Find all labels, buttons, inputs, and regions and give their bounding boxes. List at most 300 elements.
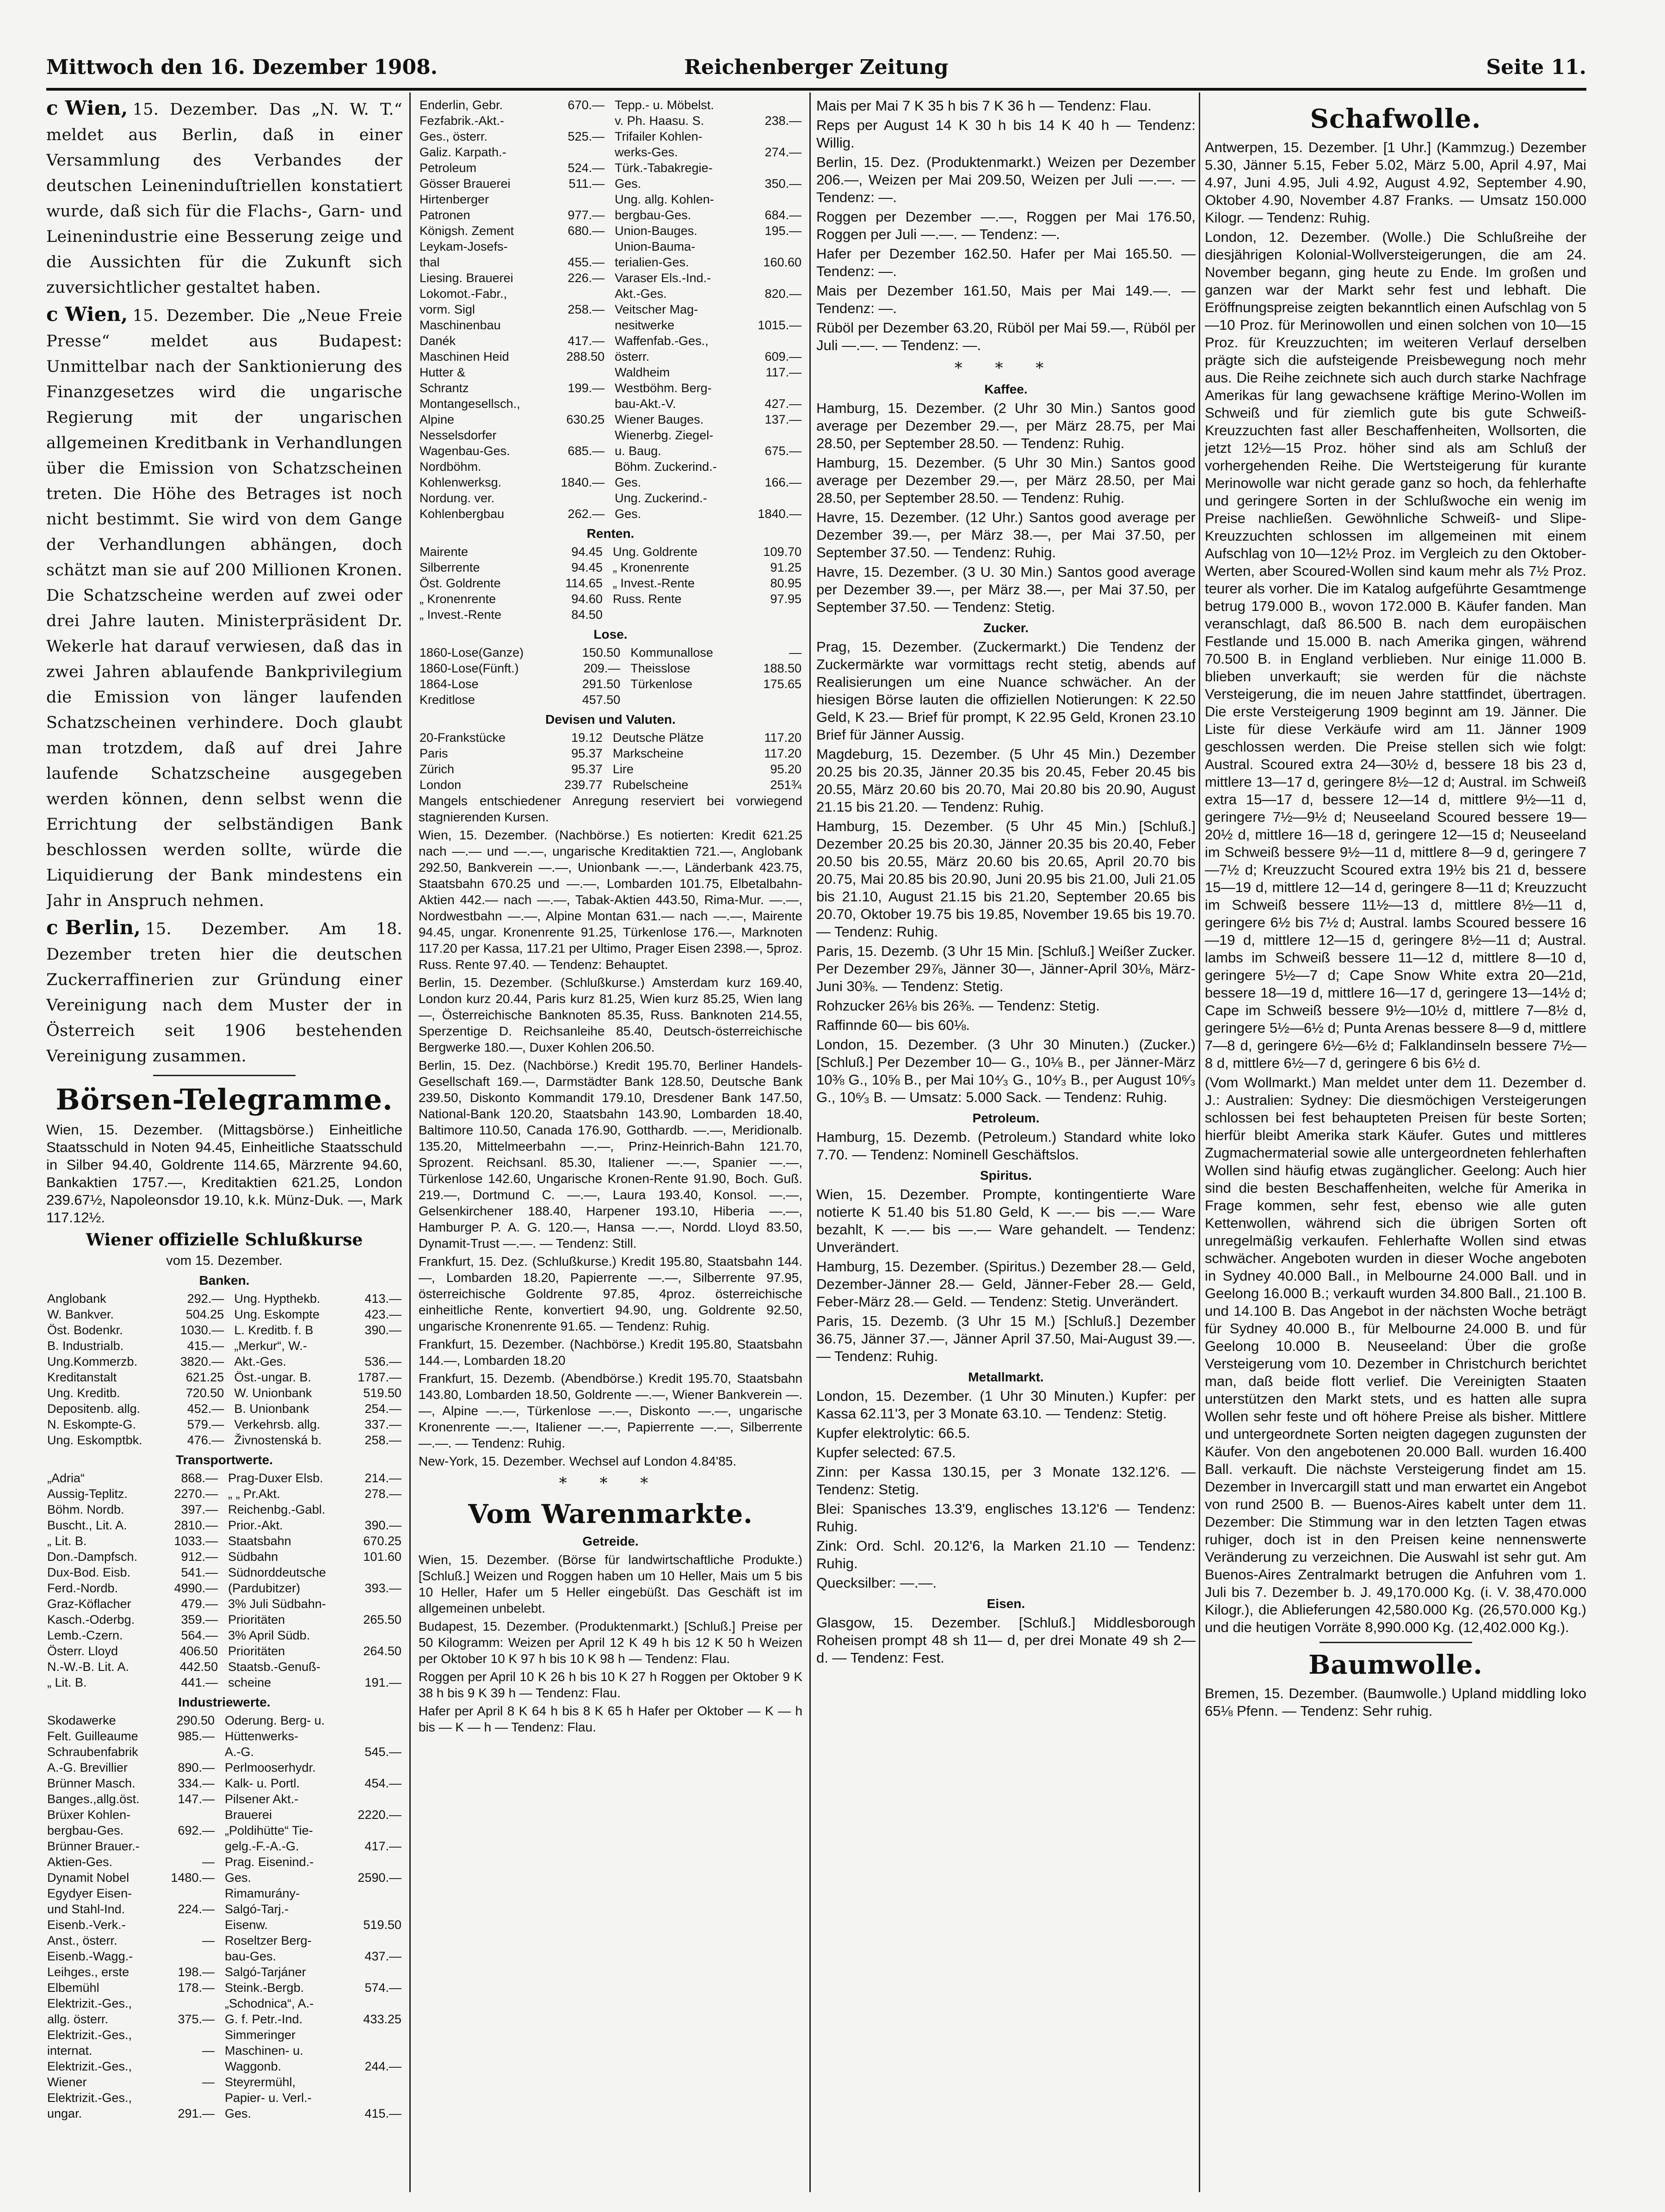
quote-name: Südnorddeutsche xyxy=(228,1565,326,1579)
quote-value xyxy=(745,490,802,506)
quote-value xyxy=(160,1996,216,2011)
quote-name: Lokomot.-Fabr., xyxy=(419,287,507,301)
quote-value xyxy=(745,380,802,396)
quote-value xyxy=(548,427,605,443)
column-gap xyxy=(604,730,612,746)
quote-value: 670.25 xyxy=(363,1534,401,1548)
market-report: Hamburg, 15. Dezemb. (Petroleum.) Standard white loko 7.70. — Tendenz: Nominell Geschäftslos. xyxy=(816,1129,1196,1163)
quote-row xyxy=(46,1549,402,1565)
quote-value: 224.— xyxy=(178,1902,215,1916)
quote-value: 264.50 xyxy=(363,1644,401,1658)
baumwolle-reports xyxy=(1205,1685,1586,1720)
quote-value xyxy=(745,302,802,317)
metall-reports xyxy=(816,1387,1196,1592)
quote-name: (Pardubitzer) xyxy=(228,1581,301,1595)
quote-value: 292.— xyxy=(187,1292,224,1306)
market-report: Quecksilber: —.—. xyxy=(816,1575,937,1591)
quote-name: Verkehrsb. allg. xyxy=(234,1417,321,1431)
quote-name: Markscheine xyxy=(612,746,684,760)
quote-value: 455.— xyxy=(567,255,605,269)
quote-row xyxy=(46,2027,402,2043)
column-divider xyxy=(1199,92,1200,2192)
quote-value: 433.25 xyxy=(363,2012,401,2026)
column-gap xyxy=(605,349,614,364)
market-report: Paris, 15. Dezemb. (3 Uhr 15 Min. [Schluß.] Weißer Zucker. Per Dezember 29⅞, Jänner 30—, Jänner-April 30⅛, März-Juni 30⅜. — Tendenz: Stetig. xyxy=(816,943,1196,994)
quote-value: 117.20 xyxy=(764,731,802,745)
quote-value xyxy=(160,2058,216,2074)
quote-value: 393.— xyxy=(364,1581,401,1595)
column-gap xyxy=(216,1791,224,1807)
quote-name: Böhm. Nordb. xyxy=(47,1503,124,1516)
column-gap xyxy=(219,1580,227,1596)
quote-value xyxy=(347,1823,402,1838)
quote-row xyxy=(419,746,802,761)
quote-name: nesitwerke xyxy=(615,318,675,332)
column-gap xyxy=(216,1964,224,1980)
kaffee-reports xyxy=(816,400,1196,616)
telegram-heading: Börsen-Telegramme. xyxy=(56,1083,393,1116)
quote-name: Alpine xyxy=(419,413,455,426)
quote-name: Brünner Masch. xyxy=(47,1776,136,1790)
quote-name: Ges. xyxy=(225,2107,252,2120)
quote-name: Ung. allg. Kohlen- xyxy=(615,192,714,206)
quote-row xyxy=(46,1322,402,1338)
quote-value: 226.— xyxy=(567,271,605,285)
quote-value: 278.— xyxy=(364,1487,401,1501)
quote-name: Perlmooserhydr. xyxy=(225,1761,316,1775)
quote-value: 868.— xyxy=(181,1471,218,1485)
quote-row xyxy=(46,1432,402,1448)
transport-table xyxy=(46,1470,402,1690)
quote-value: 209.— xyxy=(583,661,621,675)
column-gap xyxy=(216,1996,224,2011)
produkten-reports xyxy=(816,97,1196,354)
quote-name: Nesselsdorfer xyxy=(419,428,497,442)
quote-value xyxy=(347,2090,402,2106)
quote-row xyxy=(46,1643,402,1659)
quote-row xyxy=(46,1728,402,1744)
market-report: Rohzucker 26⅛ bis 26⅜. — Tendenz: Stetig. xyxy=(816,998,1100,1014)
quote-name: G. f. Petr.-Ind. xyxy=(225,2012,303,2026)
quote-name: Gösser Brauerei xyxy=(419,177,511,191)
quote-name: Prag-Duxer Elsb. xyxy=(228,1471,323,1485)
quote-value: 97.95 xyxy=(770,592,802,606)
quote-value xyxy=(160,2027,216,2043)
quote-row xyxy=(419,254,802,270)
quote-row xyxy=(419,676,802,692)
quote-name: allg. österr. xyxy=(47,2012,109,2026)
quote-name: terialien-Ges. xyxy=(615,255,689,269)
quote-row xyxy=(46,2058,402,2074)
quote-name: Dux-Bod. Eisb. xyxy=(47,1565,131,1579)
schluss-heading: Wiener offizielle Schlußkurse xyxy=(86,1230,363,1250)
news-text: 15. Dezember. Am 18. Dezember treten hier die deutschen Zuckerraffinerien zur Gründung einer Vereinigung nach dem Muster der in Österreich seit 1906 bestehenden Vereinigung zusammen. xyxy=(46,920,402,1066)
market-report: Wien, 15. Dezember. Prompte, kontingentierte Ware notierte K 51.40 bis 51.80 Geld, K —.— bis —.— Ware bezahlt, K —.— bis —.— Ware gehandelt. — Tendenz: Unverändert. xyxy=(816,1186,1196,1255)
market-report: Zinn: per Kassa 130.15, per 3 Monate 132.12'6. — Tendenz: Stetig. xyxy=(816,1464,1196,1497)
quote-row xyxy=(419,129,802,144)
quote-name: L. Kreditb. f. B xyxy=(234,1323,314,1337)
column-gap xyxy=(605,333,614,349)
lose-heading: Lose. xyxy=(593,627,628,641)
quote-value: 117.20 xyxy=(764,746,802,760)
quote-value: 265.50 xyxy=(363,1613,401,1627)
quote-name: Brauerei xyxy=(225,1808,272,1822)
news-dateline: c Wien, xyxy=(46,303,128,326)
quote-name: Türk.-Tabakregie- xyxy=(615,161,713,175)
quote-name: Theisslose xyxy=(630,661,691,675)
column-gap xyxy=(604,607,612,622)
quote-name: Prag. Eisenind.- xyxy=(225,1855,314,1869)
quote-value: 720.50 xyxy=(185,1386,224,1400)
quote-name: Rimamurány- xyxy=(225,1886,300,1900)
market-report: Magdeburg, 15. Dezember. (5 Uhr 45 Min.) Dezember 20.25 bis 20.35, Jänner 20.35 bis 20.45, Feber 20.45 bis 20.55, März 20.60 bis 20.70, Mai 20.80 bis 20.90, August 21.15 bis 21.20. — Tendenz: Ruhig. xyxy=(816,746,1196,815)
column-gap xyxy=(605,396,614,412)
quote-row xyxy=(46,1338,402,1354)
market-report: Havre, 15. Dezember. (3 U. 30 Min.) Santos good average per Dezember 39.—, per März 38.—, per Mai 37.50, per September 37.50. — Tendenz: Stetig. xyxy=(816,564,1196,615)
quote-row xyxy=(419,333,802,349)
column-gap xyxy=(219,1627,227,1643)
quote-name: „ Lit. B. xyxy=(47,1534,87,1548)
quote-row xyxy=(46,1791,402,1807)
quote-row xyxy=(419,302,802,317)
column-gap xyxy=(216,2011,224,2027)
quote-row xyxy=(46,1596,402,1612)
quote-name: ungar. xyxy=(47,2107,82,2120)
quote-value xyxy=(345,1338,402,1354)
quote-value: 479.— xyxy=(181,1597,218,1611)
market-report: Prag, 15. Dezember. (Zuckermarkt.) Die Tendenz der Zuckermärkte war vormittags recht stetig, abends auf Realisierungen um eine Nuance schwächer. An der hiesigen Börse lauten die offiziellen Notierungen: K 22.50 Geld, K 23.— Brief für prompt, K 22.95 Geld, Kronen 23.10 Brief für Jänner Aussig. xyxy=(816,639,1196,743)
quote-row xyxy=(46,1775,402,1791)
column-gap xyxy=(604,575,612,591)
market-report: Havre, 15. Dezember. (12 Uhr.) Santos good average per Dezember 39.—, per März 38.—, per Mai 37.50, per September 37.50. — Tendenz: Ruhig. xyxy=(816,509,1196,561)
quote-name: Ung.Kommerzb. xyxy=(47,1355,138,1368)
column-gap xyxy=(219,1659,227,1675)
quote-value: 417.— xyxy=(567,334,605,348)
quote-name: Montangesellsch., xyxy=(419,397,520,411)
column-gap xyxy=(216,2027,224,2043)
quote-name: Lemb.-Czern. xyxy=(47,1628,123,1642)
column-gap xyxy=(225,1306,233,1322)
quote-value: 94.45 xyxy=(571,561,603,574)
banken-heading: Banken. xyxy=(199,1273,250,1288)
quote-name: 3% April Südb. xyxy=(228,1628,310,1642)
column-gap xyxy=(605,176,614,191)
column-gap xyxy=(225,1322,233,1338)
quote-name: Ung. Zuckerind.- xyxy=(615,491,707,505)
quote-row xyxy=(419,380,802,396)
quote-name: „Poldihütte“ Tie- xyxy=(225,1824,313,1837)
column-gap xyxy=(604,746,612,761)
column-gap xyxy=(216,1823,224,1838)
quote-value: 198.— xyxy=(178,1965,215,1979)
quote-value: 427.— xyxy=(765,397,802,411)
quote-name: Reichenbg.-Gabl. xyxy=(228,1503,326,1516)
quote-name: 3% Juli Südbahn- xyxy=(228,1597,326,1611)
quote-name: Staatsb.-Genuß- xyxy=(228,1660,321,1674)
quote-value: 359.— xyxy=(181,1613,218,1627)
column-gap xyxy=(219,1502,227,1517)
market-report: Rüböl per Dezember 63.20, Rüböl per Mai 59.—, Rüböl per Juli —.—. — Tendenz: —. xyxy=(816,320,1196,353)
quote-value xyxy=(548,113,605,129)
section-rule xyxy=(1320,1642,1472,1643)
quote-row xyxy=(419,506,802,522)
quote-row xyxy=(46,1933,402,1948)
column-gap xyxy=(225,1291,233,1306)
quote-row xyxy=(419,427,802,443)
quote-value xyxy=(548,286,605,302)
column-gap xyxy=(225,1354,233,1369)
quote-name: 1860-Lose(Ganze) xyxy=(419,646,524,659)
quote-row xyxy=(46,1291,402,1306)
quote-row xyxy=(46,1885,402,1901)
quote-value xyxy=(745,333,802,349)
quote-name: Königsh. Zement xyxy=(419,224,514,238)
column-gap xyxy=(216,1775,224,1791)
quote-row xyxy=(46,1470,402,1486)
quote-name: Salgó-Tarjáner xyxy=(225,1965,306,1979)
column-gap xyxy=(605,207,614,223)
quote-name: u. Baug. xyxy=(615,444,661,458)
column-gap xyxy=(621,676,629,692)
quote-row xyxy=(46,1713,402,1728)
quote-name: bau-Ges. xyxy=(225,1949,277,1963)
quote-name: „ Lit. B. xyxy=(47,1676,87,1689)
quote-value: 1033.— xyxy=(174,1534,218,1548)
column-gap xyxy=(605,97,614,113)
quote-value: 390.— xyxy=(364,1518,401,1532)
market-report: London, 12. Dezember. (Wolle.) Die Schlußreihe der diesjährigen Kolonial-Wollversteigerungen, die am 24. November begann, ging heute zu Ende. Im großen und ganzen war der Markt sehr fest und lebhaft. Die Eröffnungspreise zeigten bekanntlich einen Aufschlag von 5—10 Proz. für Merinowollen und einen solchen von 10—15 Proz. für Kreuzzuchten; im weiteren Verlauf derselben prägte sich die aufsteigende Preisbewegung noch mehr aus. Die Reihe zeichnete sich auch durch starke Nachfrage Amerikas für lang gewachsene kräftige Merino-Wollen im Schweiß und für ziemlich gute bis gute Schweiß-Kreuzzuchten fast aller Beschaffenheiten, Wollsorten, die jetzt 12½—15 Proz. höher sind als am Schluß der vorhergehenden Reihe. Die Wertsteigerung für kurante Merinowolle war nicht gerade ganz so hoch, da fehlerhafte und geringere Sorten in der Schlußwoche ein wenig im Preise nachließen. Gewöhnliche Schweiß- und Slipe-Kreuzzuchten schlossen im allgemeinen mit einem Aufschlag von 10—12½ Proz. im Vergleich zu den Oktober-Werten, aber Scoured-Wollen sind kaum mehr als 7½ Proz. teurer als vorher. Die im Katalog aufgeführte Gesamtmenge betrug 179.000 B., wovon 172.000 B. Käufer fanden. Man veranschlagt, daß 86.500 B. nach dem europäischen Festlande und 15.000 B. nach Amerika gingen, während 70.500 B. in England verblieben. Nur einige 11.000 B. blieben unverkauft; sie werden für die nächste Versteigerung, die im neuen Jahre stattfindet, übertragen. Die erste Versteigerung 1909 beginnt am 19. Jänner. Die Liste für diese Verkäufe wird am 11. Jänner 1909 geschlossen werden. Die Preise stellen sich wie folgt: Austral. Scoured extra 24—30½ d, bessere 18 bis 23 d, mittlere 13—17 d, geringere 8½—12 d; Austral. im Schweiß extra 15—17 d, bessere 12—14 d, mittlere 9½—11 d, geringere 7½—9½ d; Neuseeland Scoured bessere 19—20½ d, mittlere 16—18 d, geringere 12—15 d; Neuseeland im Schweiß bessere 9½—11 d, mittlere 8—9 d, geringere 7—7½ d; Kreuzzucht Scoured extra 19½ bis 21 d, bessere 15—19 d, mittlere 12—14 d, geringere 8—11 d; Kreuzzucht im Schweiß bessere 11½—13 d, mittlere 8½—11 d, geringere 6½ bis 7½ d; Austral. lambs Scoured bessere 16—19 d, mittlere 12—15 d, geringere 8½—11 d; Austral. lambs im Schweiß bessere 11—12 d, mittlere 8—10 d, geringere 5½—7 d; Cape Snow White extra 20—21d, bessere 18—19 d, mittlere 16—17 d, geringere 13—14½ d; Cape im Schweiß bessere 9½—10½ d, mittlere 7—8½ d, geringere 5½—6½ d; Punta Arenas bessere 8—9 d, mittlere 7—8 d, geringere 6½—6½ d; Falklandinseln bessere 7½—8 d, mittlere 6½—7 d, geringere 6 bis 6½ d. xyxy=(1205,229,1586,1071)
quote-row xyxy=(46,1369,402,1385)
quote-value: 160.60 xyxy=(763,255,802,269)
column-gap xyxy=(219,1470,227,1486)
quote-row xyxy=(46,1807,402,1823)
column-gap xyxy=(604,761,612,777)
telegram-text: Wien, 15. Dezember. (Mittagsbörse.) Einheitliche Staatsschuld in Noten 94.45, Einheitliche Staatsschuld in Silber 94.40, Goldrente 114.65, Märzrente 94.60, Bankaktien 1757.—, Kreditaktien 621.25, London 239.67½, Napoleonsdor 19.10, k.k. Münz-Duk. —, Mark 117.12½. xyxy=(46,1121,402,1226)
quote-value: 95.37 xyxy=(571,746,603,760)
quote-name: thal xyxy=(419,255,440,269)
quote-name: Elektrizit.-Ges., xyxy=(47,2091,132,2105)
quote-value xyxy=(347,2074,402,2090)
quote-name: Wienerbg. Ziegel- xyxy=(615,428,714,442)
quote-value xyxy=(548,239,605,254)
column-gap xyxy=(216,1713,224,1728)
quote-name: Anglobank xyxy=(47,1292,106,1306)
quote-name: Elektrizit.-Ges., xyxy=(47,2028,132,2042)
market-report: Kupfer elektrolytic: 66.5. xyxy=(816,1425,970,1441)
quote-row xyxy=(419,113,802,129)
quote-value xyxy=(548,490,605,506)
column-gap xyxy=(219,1486,227,1502)
eisen-heading: Eisen. xyxy=(987,1596,1025,1611)
quote-row xyxy=(419,286,802,302)
schafwolle-heading: Schafwolle. xyxy=(1310,104,1481,134)
column-gap xyxy=(225,1369,233,1385)
market-report: Glasgow, 15. Dezember. [Schluß.] Middlesborough Roheisen prompt 48 sh 11— d, per drei Monate 49 sh 2— d. — Tendenz: Fest. xyxy=(816,1614,1196,1666)
quote-value: 2590.— xyxy=(358,1871,401,1885)
quote-name: bau-Akt.-V. xyxy=(615,397,676,411)
quote-row xyxy=(419,544,802,560)
column-gap xyxy=(621,692,629,708)
quote-name: Fezfabrik.-Akt.- xyxy=(419,114,505,128)
quote-name: Ges., österr. xyxy=(419,129,488,143)
quote-name: Zürich xyxy=(419,762,455,776)
quote-value: 109.70 xyxy=(763,545,802,559)
quote-name: Depositenb. allg. xyxy=(47,1402,141,1416)
renten-table xyxy=(419,544,802,622)
news-text: 15. Dezember. Die „Neue Freie Presse“ meldet aus Budapest: Unmittelbar nach der Sanktionierung des Finanzgesetzes wird die ungarische Regierung mit der ungarischen allgemeinen Kreditbank in Verhandlungen über die Emission von Schatzscheinen treten. Die Höhe des Betrages ist noch nicht bestimmt. Sie wird von dem Gange der Verhandlungen abhängen, doch schätzt man sie auf 200 Millionen Kronen. Die Schatzscheine werden auf zwei oder drei Jahre lauten. Ministerpräsident Dr. Wekerle hat darauf verwiesen, daß das in zwei Jahren ablaufende Bankprivilegium die Emission von länger laufenden Schatzscheinen verhindere. Doch glaubt man trotzdem, daß auf drei Jahre laufende Schatzscheine ausgegeben werden können, denn selbst wenn die Errichtung der selbständigen Bank beschlossen werden sollte, würde die Liquidierung der Bank mindestens ein Jahr in Anspruch nehmen. xyxy=(46,307,402,910)
market-report: Frankfurt, 15. Dezemb. (Abendbörse.) Kredit 195.70, Staatsbahn 143.80, Lombarden 18.50, Goldrente —.—, Wiener Bankverein —.—, Alpine —.—, Türkenlose —.—, Diskonto —.—, ungarische Kronenrente —.—, Italiener —.—, Papierrente —.—, Silberrente —.—. — Tendenz: Ruhig. xyxy=(419,1371,802,1450)
column-gap xyxy=(216,1760,224,1775)
quote-row xyxy=(46,1612,402,1627)
quote-name: „Schodnica“, A.- xyxy=(225,1996,314,2010)
quote-row xyxy=(419,607,802,622)
column-2 xyxy=(419,97,802,2187)
quote-value: 199.— xyxy=(567,381,605,395)
quote-row xyxy=(419,443,802,459)
quote-name: Varaser Els.-Ind.- xyxy=(615,271,711,285)
spiritus-heading: Spiritus. xyxy=(980,1168,1032,1183)
quote-name: Nordböhm. xyxy=(419,460,481,474)
quote-name: Maschinen Heid xyxy=(419,350,509,364)
quote-row xyxy=(46,2090,402,2106)
column-gap xyxy=(219,1643,227,1659)
quote-value: 417.— xyxy=(364,1839,401,1853)
quote-value: 457.50 xyxy=(582,693,621,707)
quote-row xyxy=(46,1948,402,1964)
column-gap xyxy=(216,1744,224,1760)
market-report: Mangels entschiedener Anregung reserviert bei vorwiegend stagnierenden Kursen. xyxy=(419,794,802,824)
quote-name: und Stahl-Ind. xyxy=(47,1902,125,1916)
quote-name: Steink.-Bergb. xyxy=(225,1981,304,1995)
quote-row xyxy=(419,575,802,591)
quote-value: 609.— xyxy=(765,350,802,364)
quote-name: Öst.-ungar. B. xyxy=(234,1370,311,1384)
quote-row xyxy=(46,1627,402,1643)
quote-row xyxy=(419,560,802,575)
zucker-heading: Zucker. xyxy=(983,621,1029,635)
quote-name: Ges. xyxy=(615,177,641,191)
quote-name: Enderlin, Gebr. xyxy=(419,98,503,112)
quote-value: 1787.— xyxy=(358,1370,401,1384)
quote-name: „ „ Pr.Akt. xyxy=(228,1487,280,1501)
quote-name: Waffenfab.-Ges., xyxy=(615,334,709,348)
quote-name: Union-Bauges. xyxy=(615,224,697,238)
quote-name: v. Ph. Haasu. S. xyxy=(615,114,704,128)
quote-name: Kommunallose xyxy=(630,646,713,659)
quote-name: scheine xyxy=(228,1676,271,1689)
quote-name: 20-Frankstücke xyxy=(419,731,506,745)
quote-name: Živnostenská b. xyxy=(234,1433,322,1447)
quote-value xyxy=(160,1948,216,1964)
quote-name: „ Invest.-Rente xyxy=(612,576,695,590)
quote-name: „Adria“ xyxy=(47,1471,85,1485)
quote-value: — xyxy=(202,2075,215,2089)
quote-name: Mairente xyxy=(419,545,469,559)
quote-value: 94.60 xyxy=(571,592,603,606)
column-gap xyxy=(605,474,614,490)
quote-row xyxy=(46,1964,402,1980)
quote-value: 239.77 xyxy=(564,778,603,792)
quote-value xyxy=(747,692,802,708)
quote-name: Ung. Eskompte xyxy=(234,1307,320,1321)
quote-row xyxy=(46,1401,402,1417)
quote-value: 685.— xyxy=(567,444,605,458)
quote-name: „ Invest.-Rente xyxy=(419,608,502,622)
quote-value: — xyxy=(202,2044,215,2058)
quote-name: Kohlenbergbau xyxy=(419,507,505,521)
quote-value: 692.— xyxy=(178,1824,215,1837)
quote-row xyxy=(46,1486,402,1502)
quote-value xyxy=(742,607,802,622)
quote-row xyxy=(46,1354,402,1369)
quote-value: 912.— xyxy=(181,1550,218,1564)
quote-row xyxy=(46,1760,402,1775)
quote-value: 442.50 xyxy=(179,1660,218,1674)
quote-value xyxy=(347,1901,402,1917)
quote-name: Ung. Goldrente xyxy=(612,545,698,559)
column-gap xyxy=(219,1675,227,1690)
quote-row xyxy=(46,1675,402,1690)
quote-row xyxy=(419,144,802,160)
column-gap xyxy=(219,1533,227,1549)
quote-name: Dynamit Nobel xyxy=(47,1871,130,1885)
quote-row xyxy=(419,692,802,708)
column-gap xyxy=(605,129,614,144)
quote-row xyxy=(46,1580,402,1596)
quote-value: 675.— xyxy=(765,444,802,458)
quote-name: bergbau-Ges. xyxy=(47,1824,124,1837)
quote-value xyxy=(347,1885,402,1901)
market-report: Paris, 15. Dezemb. (3 Uhr 15 M.) [Schluß.] Dezember 36.75, Jänner 37.—, Jänner April 37.50, Mai-August 39.—. — Tendenz: Ruhig. xyxy=(816,1313,1196,1364)
industrie-heading: Industriewerte. xyxy=(178,1695,271,1709)
market-report: Raffinnde 60— bis 60⅛. xyxy=(816,1017,970,1033)
devisen-table xyxy=(419,730,802,793)
quote-name: Kreditlose xyxy=(419,693,475,707)
column-gap xyxy=(605,270,614,286)
quote-value: 890.— xyxy=(178,1761,215,1775)
quote-value xyxy=(347,2027,402,2043)
market-report: Hamburg, 15. Dezember. (Spiritus.) Dezember 28.— Geld, Dezember-Jänner 28.— Geld, Jänner-Feber 28.— Geld, Feber-März 28.— Geld. — Tendenz: Stetig. Unverändert. xyxy=(816,1258,1196,1310)
quote-name: Böhm. Zuckerind.- xyxy=(615,460,717,474)
column-gap xyxy=(216,1980,224,1996)
market-report: Frankfurt, 15. Dezember. (Nachbörse.) Kredit 195.80, Staatsbahn 144.—, Lombarden 18.20 xyxy=(419,1337,802,1368)
quote-value: 1030.— xyxy=(180,1323,224,1337)
quote-row xyxy=(46,2074,402,2090)
quote-value: 334.— xyxy=(178,1776,215,1790)
quote-value: 564.— xyxy=(181,1628,218,1642)
quote-value: 1015.— xyxy=(758,318,802,332)
quote-value: 1840.— xyxy=(758,507,802,521)
quote-value: 291.— xyxy=(178,2107,215,2120)
quote-name: „ Kronenrente xyxy=(419,592,496,606)
quote-name: Felt. Guilleaume xyxy=(47,1729,138,1743)
column-1 xyxy=(46,97,402,2187)
quote-value: 1840.— xyxy=(561,475,605,489)
quote-value xyxy=(745,129,802,144)
quote-value xyxy=(347,1760,402,1775)
quote-value: — xyxy=(202,1855,215,1869)
quote-name: Ung. Hypthekb. xyxy=(234,1292,321,1306)
quote-value: 195.— xyxy=(765,224,802,238)
quote-value: 536.— xyxy=(364,1355,401,1368)
baumwolle-heading: Baumwolle. xyxy=(1308,1650,1483,1680)
quote-row xyxy=(419,459,802,474)
column-gap xyxy=(605,380,614,396)
market-report: Mais per Dezember 161.50, Mais per Mai 149.—. — Tendenz: —. xyxy=(816,283,1196,316)
quote-row xyxy=(46,1385,402,1401)
quote-name: 1864-Lose xyxy=(419,677,479,691)
quote-value: 175.65 xyxy=(763,677,802,691)
